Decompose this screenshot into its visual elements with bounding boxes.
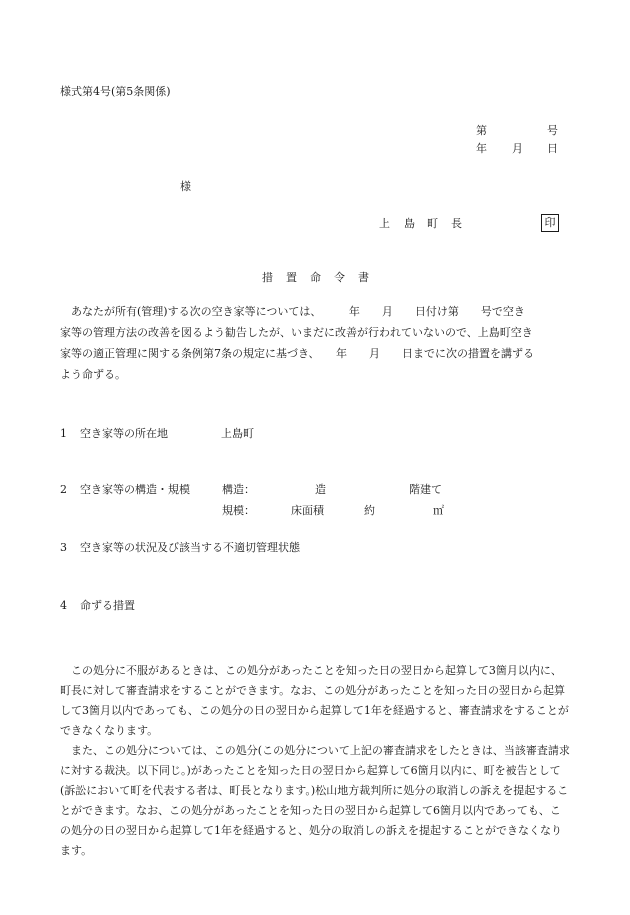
date-year: 年 [476, 142, 487, 155]
intro-line-4: よう命ずる。 [60, 368, 126, 381]
date-month: 月 [512, 142, 523, 155]
item3-number: 3 [60, 541, 67, 554]
approx-label: 約 [364, 504, 375, 517]
notice-paragraph-2: また、この処分については、この処分(この処分について上記の審査請求をしたときは、当該審査請求に対する裁決。以下同じ。)があったことを知った日の翌日から起算して6箇月以内に、町を被告として(訴訟において町を代表する者は、町長となります。)松山地方裁判所に処分の取消しの訴えを提起することができます。なお、この処分があったことを知った日の翌日から起算して6箇月以内であっても、この処分の日の翌日から起算して1年を経過すると、処分の取消しの訴えを提起することができなくなります。 [60, 744, 570, 857]
addressee-suffix: 様 [180, 180, 191, 193]
item1-number: 1 [60, 427, 67, 440]
issuer-char-1: 上 [379, 217, 390, 230]
form-label: 様式第4号(第5条関係) [60, 85, 171, 98]
issuer-char-2: 島 [404, 217, 415, 230]
item4-label: 命ずる措置 [80, 599, 135, 612]
item4-number: 4 [60, 599, 67, 612]
intro-line-2: 家等の管理方法の改善を図るよう勧告したが、いまだに改善が行われていないので、上島町空き [60, 326, 533, 339]
item1-label: 空き家等の所在地 [80, 427, 168, 440]
floors-unit: 階建て [409, 483, 442, 496]
title-char-2: 置 [286, 271, 297, 284]
doc-number-prefix: 第 [476, 124, 487, 137]
floor-area-label: 床面積 [291, 504, 324, 517]
area-unit: ㎡ [433, 504, 444, 517]
title-char-5: 書 [358, 271, 369, 284]
intro-line-1: あなたが所有(管理)する次の空き家等については、 年 月 日付け第 号で空き [71, 305, 525, 318]
item3-label: 空き家等の状況及び該当する不適切管理状態 [80, 541, 300, 554]
issuer-char-3: 町 [427, 217, 438, 230]
seal-box: 印 [541, 214, 559, 232]
issuer-char-4: 長 [451, 217, 462, 230]
intro-line-3: 家等の適正管理に関する条例第7条の規定に基づき、 年 月 日までに次の措置を講ずる [60, 347, 535, 360]
structure-label: 構造： [222, 483, 255, 496]
notice-paragraph-1: この処分に不服があるときは、この処分があったことを知った日の翌日から起算して3箇月以内に、町長に対して審査請求をすることができます。なお、この処分があったことを知った日の翌日から起算して3箇月以内であっても、この処分の日の翌日から起算して1年を経過すると、審査請求をすることができなくなります。 [60, 664, 569, 737]
title-char-1: 措 [262, 271, 273, 284]
date-day: 日 [547, 142, 558, 155]
item1-value: 上島町 [221, 427, 254, 440]
title-char-4: 令 [334, 271, 345, 284]
structure-unit: 造 [315, 483, 326, 496]
item2-number: 2 [60, 483, 67, 496]
doc-number-suffix: 号 [547, 124, 558, 137]
item2-label: 空き家等の構造・規模 [80, 483, 190, 496]
title-char-3: 命 [310, 271, 321, 284]
notice-section [60, 661, 570, 861]
scale-label: 規模： [222, 504, 255, 517]
